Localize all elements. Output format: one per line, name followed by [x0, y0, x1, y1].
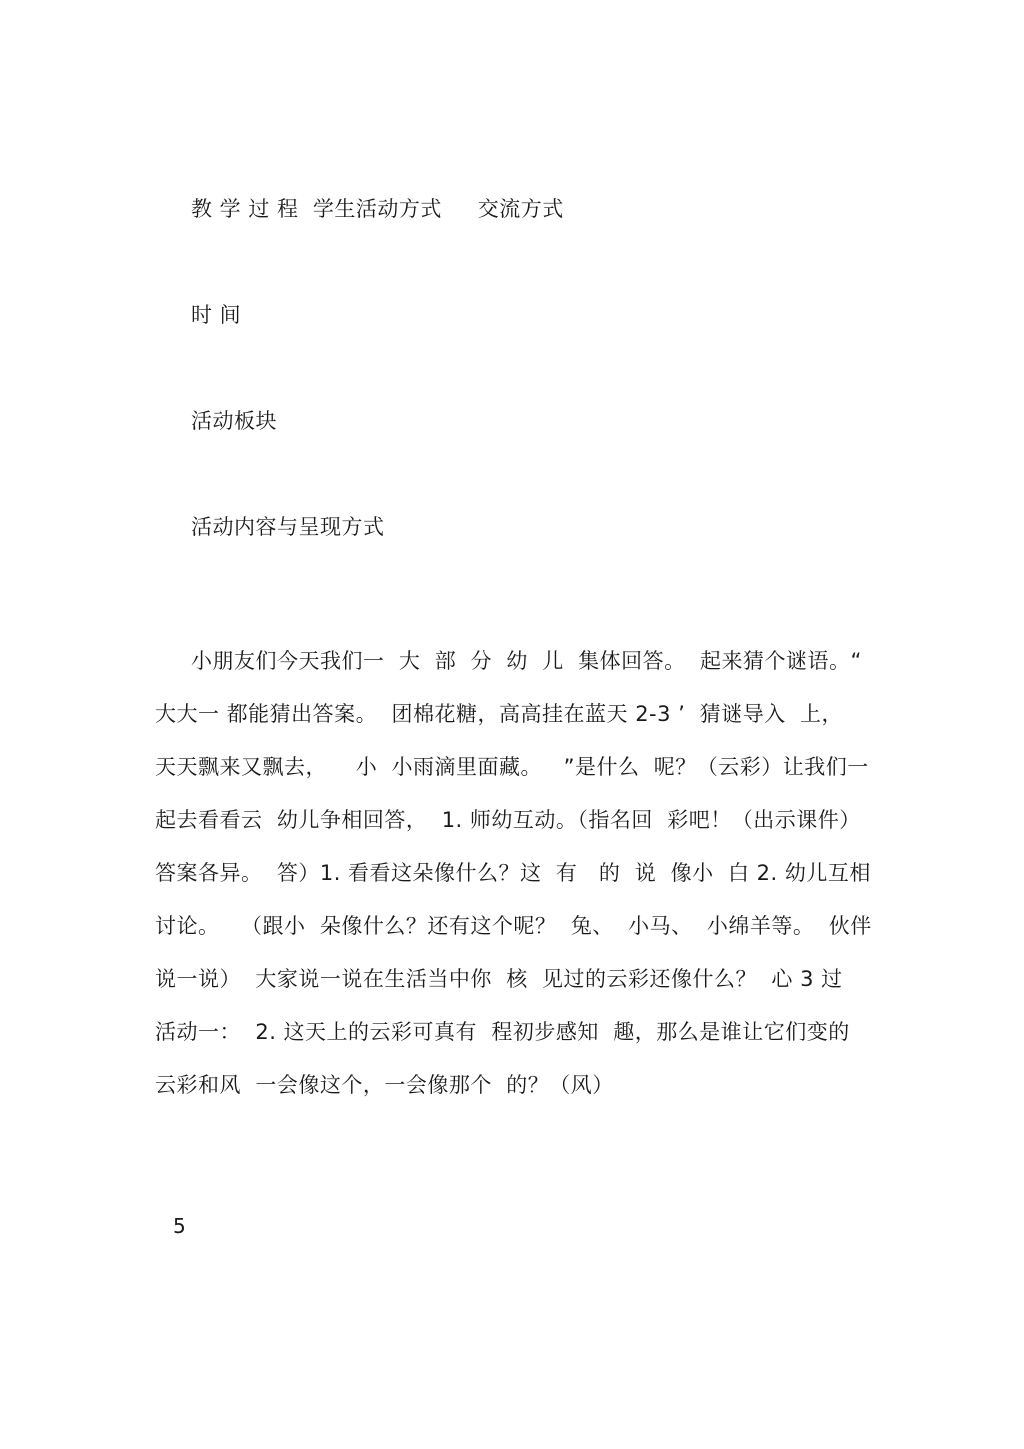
activity-block-label: 活动板块: [191, 409, 277, 433]
page-number: 5: [173, 1214, 186, 1238]
table-header-columns: 教 学 过 程 学生活动方式 交流方式: [191, 197, 564, 221]
body-line: 云彩和风 一会像这个，一会像那个 的？（风）: [155, 1073, 614, 1097]
body-line: 小朋友们今天我们一 大 部 分 幼 儿 集体回答。 起来猜个谜语。“: [191, 649, 862, 673]
body-line: 大大一 都能猜出答案。 团棉花糖，高高挂在蓝天 2-3 ’ 猜谜导入 上，: [155, 702, 844, 726]
body-line: 说一说） 大家说一说在生活当中你 核 见过的云彩还像什么？ 心 3 过: [155, 967, 843, 991]
body-paragraph: [155, 646, 875, 1123]
activity-content-label: 活动内容与呈现方式: [191, 515, 385, 539]
time-label: 时 间: [191, 303, 242, 327]
body-line: 起去看看云 幼儿争相回答， 1. 师幼互动。（指名回 彩吧！（出示课件）: [155, 808, 861, 832]
body-line: 答案各异。 答）1. 看看这朵像什么？这 有 的 说 像小 白 2. 幼儿互相: [155, 861, 871, 885]
body-line: 讨论。 （跟小 朵像什么？还有这个呢？ 兔、 小马、 小绵羊等。 伙伴: [155, 914, 872, 938]
body-line: 活动一： 2. 这天上的云彩可真有 程初步感知 趣，那么是谁让它们变的: [155, 1020, 850, 1044]
body-line: 天天飘来又飘去， 小 小雨滴里面藏。 ”是什么 呢？（云彩）让我们一: [155, 755, 869, 779]
